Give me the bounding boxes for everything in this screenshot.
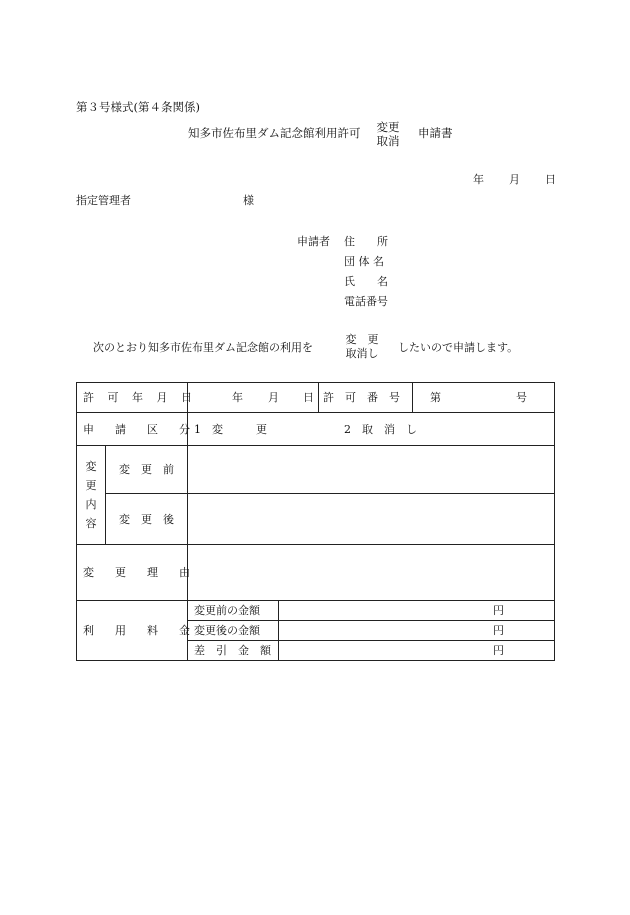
permit-date-day: 日 — [303, 391, 314, 404]
reason-label: 変 更 理 由 — [77, 545, 188, 601]
title-option-change: 変更 — [376, 120, 400, 134]
permit-date-value — [188, 383, 319, 413]
change-content-char-1: 変 — [85, 460, 97, 473]
change-content-char-3: 内 — [85, 498, 97, 511]
title-options — [370, 120, 406, 148]
applicant-name-label: 氏 名 — [344, 275, 388, 288]
title-option-cancel: 取消 — [376, 134, 400, 148]
category-option-change: 1 変 更 — [194, 422, 267, 436]
form-number: 第３号様式(第４条関係) — [76, 100, 200, 114]
before-label: 変 更 前 — [106, 446, 188, 494]
statement-suffix: したいので申請します。 — [398, 341, 519, 354]
application-table — [76, 382, 555, 661]
reason-value[interactable] — [188, 545, 555, 601]
permit-number-suffix: 号 — [516, 391, 527, 404]
permit-number-value — [413, 383, 555, 413]
applicant-label: 申請者 — [297, 235, 330, 248]
fee-before-label: 変更前の金額 — [188, 601, 279, 621]
date-month-label: 月 — [509, 173, 520, 186]
category-label: 申 請 区 分 — [77, 413, 188, 446]
change-content-char-2: 更 — [85, 479, 97, 492]
title-suffix: 申請書 — [418, 126, 453, 140]
permit-date-year: 年 — [232, 391, 243, 404]
addressee-honorific: 様 — [243, 194, 254, 207]
permit-number-prefix: 第 — [430, 391, 441, 404]
category-value — [188, 413, 555, 446]
date-year-label: 年 — [473, 173, 484, 186]
fee-difference-label: 差 引 金 額 — [188, 641, 279, 661]
applicant-phone-label: 電話番号 — [344, 295, 388, 308]
date-day-label: 日 — [545, 173, 556, 186]
statement-options — [340, 333, 384, 361]
permit-date-label: 許 可 年 月 日 — [77, 383, 188, 413]
applicant-address-label: 住 所 — [344, 235, 388, 248]
fee-label: 利 用 料 金 — [77, 601, 188, 661]
category-option-cancel: 2 取 消 し — [344, 422, 417, 436]
fee-after-unit: 円 — [279, 621, 555, 641]
statement-option-change: 変 更 — [345, 333, 379, 346]
fee-difference-unit: 円 — [279, 641, 555, 661]
permit-date-month: 月 — [268, 391, 279, 404]
change-content-label — [77, 446, 106, 545]
applicant-org-label: 団 体 名 — [344, 255, 384, 268]
statement-option-cancel: 取消し — [345, 347, 379, 360]
change-content-char-4: 容 — [85, 517, 97, 530]
after-label: 変 更 後 — [106, 494, 188, 545]
before-value[interactable] — [188, 446, 555, 494]
fee-after-label: 変更後の金額 — [188, 621, 279, 641]
after-value[interactable] — [188, 494, 555, 545]
statement-prefix: 次のとおり知多市佐布里ダム記念館の利用を — [93, 341, 313, 354]
fee-before-unit: 円 — [279, 601, 555, 621]
permit-number-label: 許 可 番 号 — [319, 383, 413, 413]
title-prefix: 知多市佐布里ダム記念館利用許可 — [188, 126, 361, 140]
addressee-label: 指定管理者 — [76, 194, 131, 207]
